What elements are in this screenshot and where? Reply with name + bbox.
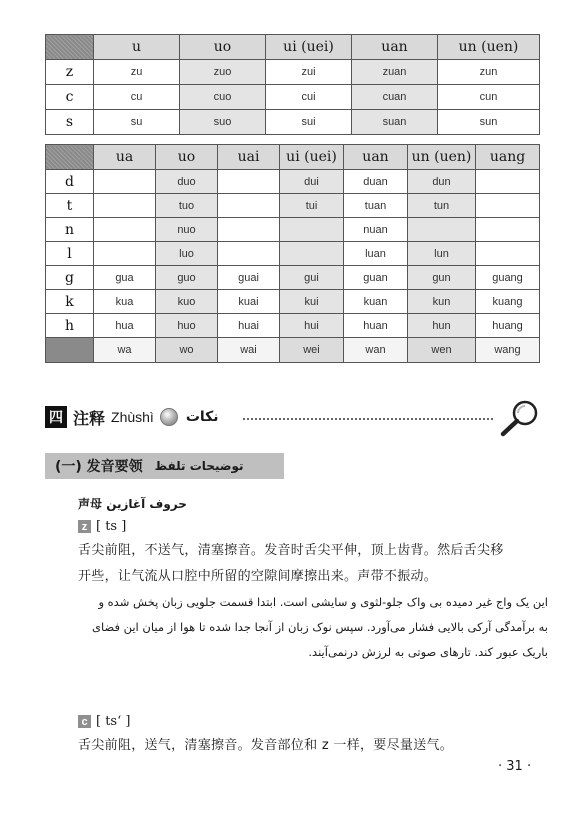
syllable-cell: hui — [280, 314, 344, 338]
syllable-cell: huang — [476, 314, 540, 338]
syllable-cell: luan — [344, 242, 408, 266]
dotted-leader — [243, 418, 493, 420]
syllable-cell: suo — [180, 110, 266, 135]
section-title-zh: 注释 — [73, 408, 106, 428]
syllable-cell: dun — [408, 170, 476, 194]
syllable-cell: lun — [408, 242, 476, 266]
syllable-cell: zuo — [180, 60, 266, 85]
syllable-cell: guan — [344, 266, 408, 290]
syllable-cell — [218, 242, 280, 266]
syllable-cell: zun — [438, 60, 540, 85]
syllable-cell: kun — [408, 290, 476, 314]
syllable-cell — [476, 194, 540, 218]
syllable-cell: zu — [94, 60, 180, 85]
syllable-cell: su — [94, 110, 180, 135]
syllable-cell: wen — [408, 338, 476, 363]
table-row — [46, 218, 540, 242]
column-header: uo — [180, 35, 266, 60]
subsection-title-zh: (一) 发音要领 — [55, 459, 143, 475]
syllable-cell: kuang — [476, 290, 540, 314]
syllable-cell: nuo — [156, 218, 218, 242]
syllable-cell: hua — [94, 314, 156, 338]
syllable-cell: nuan — [344, 218, 408, 242]
syllable-cell: gun — [408, 266, 476, 290]
syllable-cell: duan — [344, 170, 408, 194]
syllable-cell: gui — [280, 266, 344, 290]
syllable-cell — [476, 218, 540, 242]
syllable-cell — [218, 170, 280, 194]
syllable-cell: wa — [94, 338, 156, 363]
column-header: un (uen) — [438, 35, 540, 60]
syllable-cell: gua — [94, 266, 156, 290]
subsection-heading — [45, 453, 284, 479]
syllable-cell: suan — [352, 110, 438, 135]
syllable-cell — [94, 242, 156, 266]
syllable-cell: huo — [156, 314, 218, 338]
syllable-cell: dui — [280, 170, 344, 194]
syllable-cell: wang — [476, 338, 540, 363]
table-row — [46, 314, 540, 338]
section-number: 四 — [45, 406, 67, 428]
column-header: uan — [352, 35, 438, 60]
text-line: این یک واج غیر دمیده بی واک جلو-لثوی و سایشی است. ابتدا قسمت جلویی زبان پخش شده و — [98, 595, 548, 609]
initial-cell: l — [46, 242, 94, 266]
syllable-cell: kuo — [156, 290, 218, 314]
table-row — [46, 338, 540, 363]
syllable-cell: sun — [438, 110, 540, 135]
syllable-cell: cuo — [180, 85, 266, 110]
initial-cell: c — [46, 85, 94, 110]
syllable-cell: kuan — [344, 290, 408, 314]
z-description-fa — [68, 590, 548, 665]
initial-cell: h — [46, 314, 94, 338]
page-number: · 31 · — [498, 759, 532, 774]
table-header-row — [46, 145, 540, 170]
syllable-cell: huai — [218, 314, 280, 338]
initial-cell: n — [46, 218, 94, 242]
syllable-cell — [476, 170, 540, 194]
letter-box: z — [78, 520, 91, 533]
column-header: uan — [344, 145, 408, 170]
initial-cell: z — [46, 60, 94, 85]
bullet-icon — [160, 408, 178, 426]
c-description-zh: 舌尖前阻，送气，清塞擦音。发音部位和 z 一样，要尽量送气。 — [78, 738, 454, 753]
column-header: uo — [156, 145, 218, 170]
syllable-cell: tui — [280, 194, 344, 218]
table-row — [46, 290, 540, 314]
ipa-label: [ ts ] — [96, 519, 127, 534]
initial-cell: s — [46, 110, 94, 135]
syllable-cell: cui — [266, 85, 352, 110]
syllable-cell — [280, 218, 344, 242]
syllable-cell: tuan — [344, 194, 408, 218]
initial-cell: d — [46, 170, 94, 194]
table-corner — [46, 145, 94, 170]
syllable-cell: duo — [156, 170, 218, 194]
text-line: به برآمدگی آرکی بالایی فشار می‌آورد. سپس نوک زبان از آنجا جدا شده تا هوا از میان این فضای — [91, 620, 548, 634]
text-line: 舌尖前阻，不送气，清塞擦音。发音时舌尖平伸，顶上齿背。然后舌尖移 — [78, 543, 504, 558]
initials-label: 声母 حروف آغازین — [78, 497, 187, 511]
syllable-cell: wan — [344, 338, 408, 363]
column-header: un (uen) — [408, 145, 476, 170]
syllable-cell: guai — [218, 266, 280, 290]
phoneme-tag-z — [78, 519, 126, 534]
syllable-cell: zuan — [352, 60, 438, 85]
z-description-zh — [78, 538, 548, 590]
section-title-fa: نکات — [185, 409, 219, 425]
column-header: uai — [218, 145, 280, 170]
syllable-cell: cun — [438, 85, 540, 110]
syllable-cell: luo — [156, 242, 218, 266]
syllable-cell: huan — [344, 314, 408, 338]
section-heading — [45, 404, 219, 430]
table-row — [46, 60, 540, 85]
letter-box: c — [78, 715, 91, 728]
table-row — [46, 194, 540, 218]
syllable-cell: zui — [266, 60, 352, 85]
syllable-cell — [218, 194, 280, 218]
syllable-cell: hun — [408, 314, 476, 338]
pinyin-table-dtnlgkh — [45, 144, 540, 363]
text-line: 开些，让气流从口腔中所留的空隙间摩擦出来。声带不振动。 — [78, 569, 438, 584]
phoneme-tag-c — [78, 714, 130, 729]
syllable-cell — [94, 218, 156, 242]
column-header: u — [94, 35, 180, 60]
column-header: ua — [94, 145, 156, 170]
table-row — [46, 242, 540, 266]
initial-cell: g — [46, 266, 94, 290]
syllable-cell — [408, 218, 476, 242]
table-corner — [46, 35, 94, 60]
pinyin-table-zcs — [45, 34, 540, 135]
table-header-row — [46, 35, 540, 60]
syllable-cell: tuo — [156, 194, 218, 218]
syllable-cell: kui — [280, 290, 344, 314]
syllable-cell: tun — [408, 194, 476, 218]
syllable-cell: guo — [156, 266, 218, 290]
syllable-cell — [280, 242, 344, 266]
table-row — [46, 85, 540, 110]
syllable-cell: sui — [266, 110, 352, 135]
ipa-label: [ ts‘ ] — [96, 714, 131, 729]
syllable-cell: cuan — [352, 85, 438, 110]
syllable-cell — [218, 218, 280, 242]
table-row — [46, 266, 540, 290]
magnifier-icon — [498, 398, 542, 438]
table-corner — [46, 338, 94, 363]
syllable-cell: kua — [94, 290, 156, 314]
initial-cell: k — [46, 290, 94, 314]
table-row — [46, 170, 540, 194]
column-header: uang — [476, 145, 540, 170]
text-line: باریک عبور کند. تارهای صوتی به لرزش درنمی‌آیند. — [308, 645, 548, 659]
syllable-cell — [94, 194, 156, 218]
syllable-cell: cu — [94, 85, 180, 110]
syllable-cell: wai — [218, 338, 280, 363]
section-title-pinyin: Zhùshì — [111, 409, 154, 425]
syllable-cell — [476, 242, 540, 266]
table-row — [46, 110, 540, 135]
syllable-cell: kuai — [218, 290, 280, 314]
column-header: ui (uei) — [266, 35, 352, 60]
initial-cell: t — [46, 194, 94, 218]
syllable-cell — [94, 170, 156, 194]
column-header: ui (uei) — [280, 145, 344, 170]
syllable-cell: wei — [280, 338, 344, 363]
syllable-cell: guang — [476, 266, 540, 290]
syllable-cell: wo — [156, 338, 218, 363]
subsection-title-fa: توضیحات تلفظ — [154, 459, 244, 473]
